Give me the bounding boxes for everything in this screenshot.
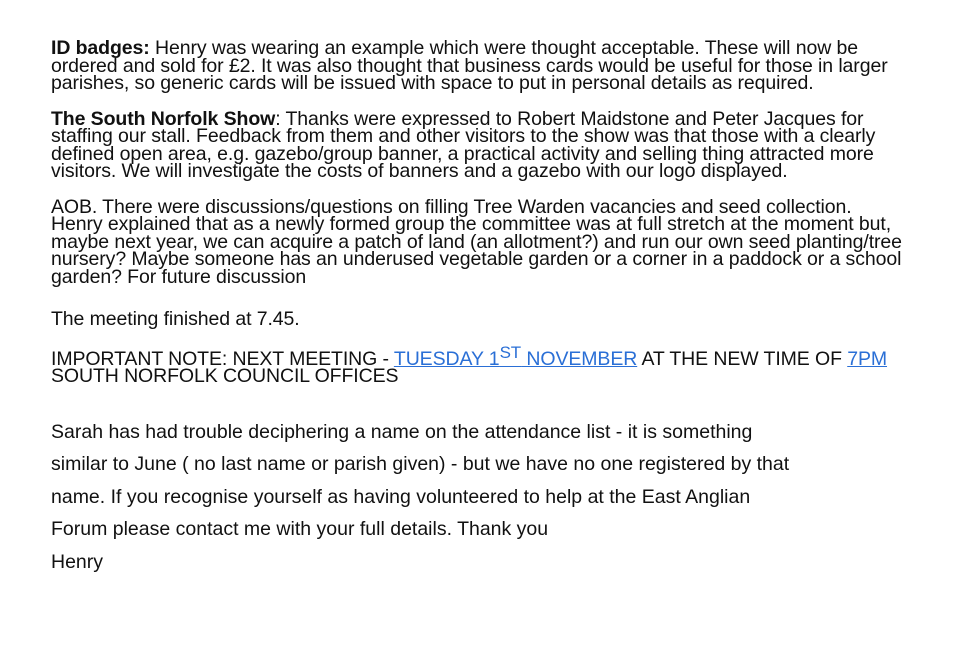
next-meeting-date-link[interactable]: TUESDAY 1ST NOVEMBER [393, 342, 638, 370]
aob-line-1: AOB. There were discussions/questions on filling Tree Warden vacancies and seed collection. [51, 195, 852, 218]
south-norfolk-show-heading: The South Norfolk Show [51, 107, 276, 130]
attendance-line-1: Sarah has had trouble deciphering a name on the attendance list - it is something [51, 420, 753, 443]
id-badges-text: Henry was wearing an example which were thought acceptable. These will now be ordered and sold for £2. It was also thought that business cards would be useful for those in larger parishes, so generic cards will be issued with space to put in personal details as required. [51, 37, 888, 94]
attendance-line-3: name. If you recognise yourself as having volunteered to help at the East Anglian [51, 485, 751, 508]
attendance-line-2: similar to June ( no last name or parish given) - but we have no one registered by that [51, 453, 790, 475]
document-body [51, 37, 921, 578]
aob-paragraph [51, 195, 921, 288]
id-badges-heading: ID badges: [51, 37, 150, 59]
important-note-prefix: IMPORTANT NOTE: NEXT MEETING - [51, 347, 394, 370]
id-badges-paragraph [51, 37, 921, 94]
important-note-suffix: SOUTH NORFOLK COUNCIL OFFICES [51, 365, 399, 387]
south-norfolk-show-text: : Thanks were expressed to Robert Maidstone and Peter Jacques for staffing our stall. Feedback from them and other visitors to the show was that those with a clearly defined open area, e.g. gazebo/group banner, a practical activity and selling thing attracted more visitors. We will investigate the costs of banners and a gazebo with our logo displayed. [51, 107, 876, 182]
important-note [51, 342, 921, 387]
south-norfolk-show-paragraph [51, 107, 921, 182]
meeting-finished: The meeting finished at 7.45. [51, 308, 300, 330]
meeting-time-link[interactable]: 7PM [847, 347, 888, 370]
aob-line-2: Henry explained that as a newly formed group the committee was at full stretch at the moment but, maybe next year, we can acquire a patch of land (an allotment?) and run our own seed planting/tree nursery? Maybe someone has an underused vegetable garden or a corner in a paddock or a school garden? For future discussion [51, 213, 902, 288]
important-note-middle: AT THE NEW TIME OF [637, 347, 848, 370]
attendance-line-4: Forum please contact me with your full details. Thank you [51, 518, 549, 540]
signature: Henry [51, 550, 104, 573]
